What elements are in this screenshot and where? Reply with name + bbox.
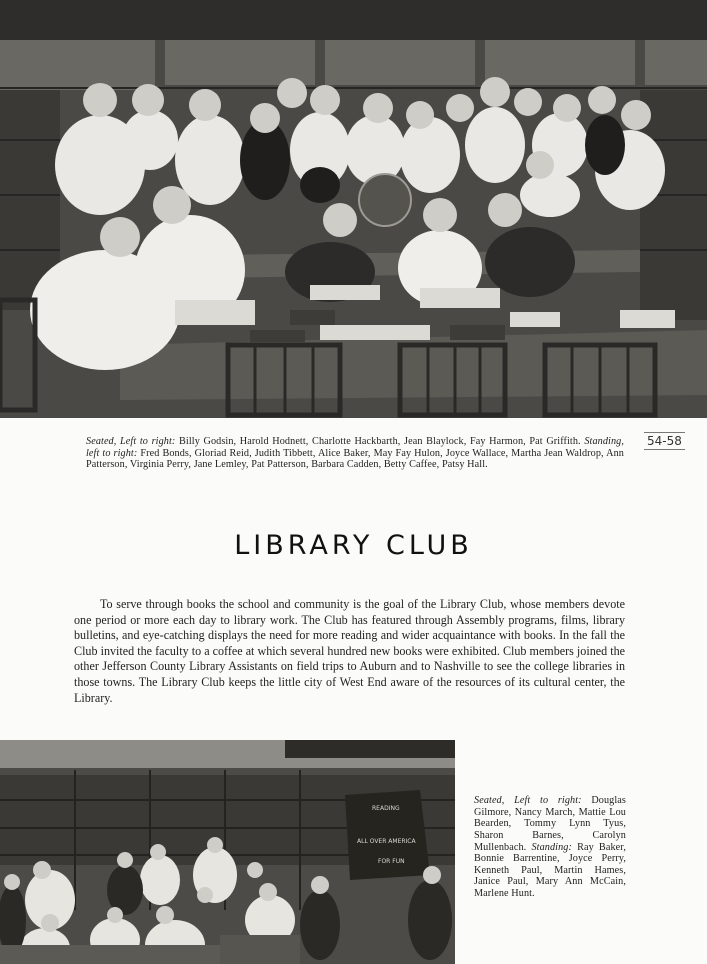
bottom-group-photo: [0, 740, 455, 964]
bottom-seated-label: Seated, Left to right:: [474, 795, 582, 807]
page-title: LIBRARY CLUB: [234, 530, 473, 562]
body-paragraph: To serve through books the school and community is the goal of the Library Club, whose members devote one period or more each day to library work. The Club has featured through Assembly programs, films, library bulletins, and eye-catching displays the need for more reading and wider acquaintance with books. In the fall the Club invited the faculty to a coffee at which several hundred new books were exhibited. Club members joined the other Jefferson County Library Assistants on field trips to Auburn and to Nashville to see the college libraries in those towns. The Library Club keeps the little city of West End aware of the resources of its cultural center, the Library.: [74, 597, 625, 705]
top-group-photo: [0, 0, 707, 418]
reading-poster: [345, 790, 430, 880]
bottom-photo-caption: [474, 795, 626, 899]
standing-names: Fred Bonds, Gloriad Reid, Judith Tibbett, Alice Baker, May Fay Hulon, Joyce Wallace, Martha Jean Waldrop, Ann Patterson, Virginia Perry, Jane Lemley, Pat Patterson, Barbara Cadden, Betty Caffee, Patsy Hall.: [86, 447, 624, 471]
page-number-stamp: 54-58: [644, 432, 685, 450]
top-photo-caption: [86, 436, 624, 471]
seated-label: Seated, Left to right:: [86, 436, 176, 448]
bottom-standing-label: Standing:: [526, 841, 572, 853]
seated-names: Billy Godsin, Harold Hodnett, Charlotte Hackbarth, Jean Blaylock, Fay Harmon, Pat Griffith.: [175, 436, 581, 448]
poster-line-1: READING: [372, 805, 400, 812]
bottom-seated-names: Douglas Gilmore, Nancy March, Mattie Lou Bearden, Tommy Lynn Tyus, Sharon Barnes, Carolyn Mullenbach.: [474, 795, 626, 853]
standing-label: Standing, left to right:: [86, 436, 624, 459]
poster-line-2: ALL OVER AMERICA: [357, 838, 416, 845]
poster-line-3: FOR FUN: [378, 858, 405, 865]
bottom-standing-names: Ray Baker, Bonnie Barrentine, Joyce Perry, Kenneth Paul, Martin Hames, Janice Paul, Mary Ann McCain, Marlene Hunt.: [474, 841, 626, 899]
